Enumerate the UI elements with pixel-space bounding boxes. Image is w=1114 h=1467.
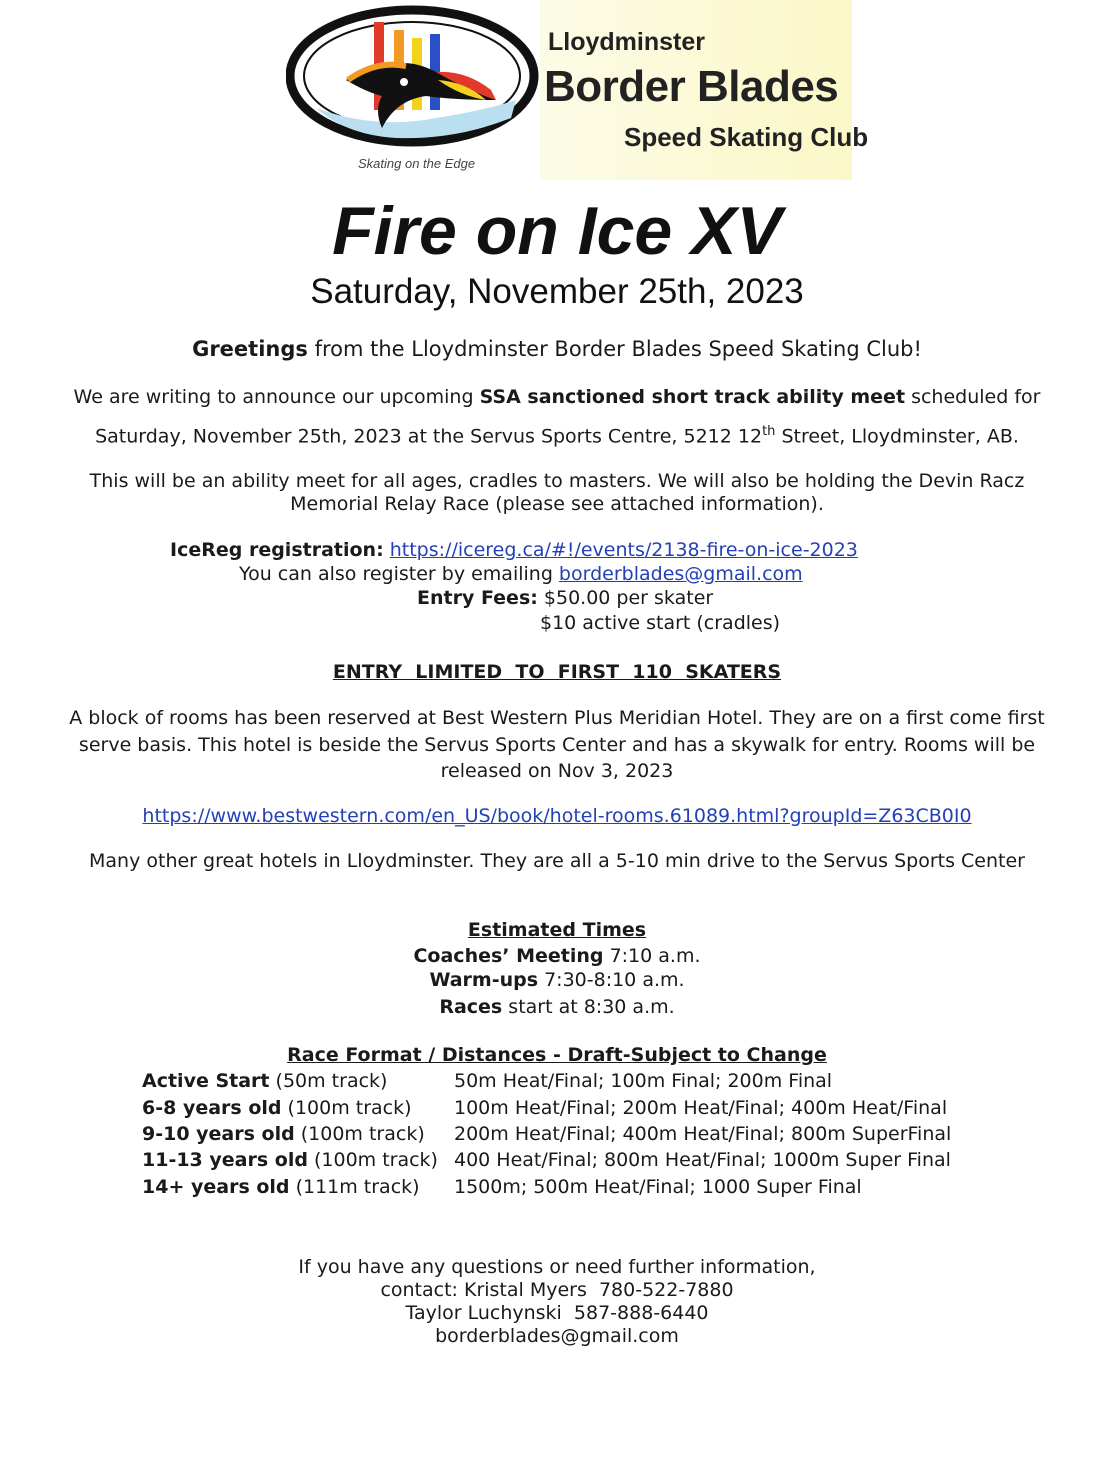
club-logo: [286, 0, 869, 182]
format-heading-row: [0, 1043, 1114, 1067]
logo-city: Lloydminster: [548, 28, 705, 56]
event-date: Saturday, November 25th, 2023: [310, 272, 804, 311]
format-track: (111m track): [289, 1176, 420, 1198]
greeting-bold: Greetings: [192, 337, 308, 361]
fee-skater: $50.00 per skater: [543, 587, 714, 609]
format-track: (50m track): [269, 1070, 388, 1092]
format-events: 400 Heat/Final; 800m Heat/Final; 1000m Super Final: [454, 1149, 951, 1171]
logo-name: Border Blades: [544, 62, 839, 111]
hotel-link-row: [0, 804, 1114, 828]
announcement: [0, 385, 1114, 409]
format-row: [142, 1148, 438, 1172]
format-row: [142, 1122, 425, 1146]
entry-limit: [0, 660, 1114, 684]
format-track: (100m track): [307, 1149, 438, 1171]
format-events: 50m Heat/Final; 100m Final; 200m Final: [454, 1070, 833, 1092]
contact-line1: If you have any questions or need further information,: [298, 1256, 816, 1278]
announce-text: We are writing to announce our upcoming: [73, 386, 480, 408]
ability-line2: Memorial Relay Race (please see attached information).: [290, 493, 824, 515]
fees-label: Entry Fees:: [417, 587, 538, 609]
entry-limit-text: ENTRY LIMITED TO FIRST 110 SKATERS: [332, 661, 782, 683]
hotel-line1: A block of rooms has been reserved at Best Western Plus Meridian Hotel. They are on a first come first: [69, 707, 1045, 729]
format-row: [142, 1096, 412, 1120]
format-group: 9-10 years old: [142, 1123, 295, 1145]
ability-line1: This will be an ability meet for all ages, cradles to masters. We will also be holding the Devin Racz: [89, 470, 1025, 492]
format-track: (100m track): [281, 1097, 412, 1119]
contact-email: borderblades@gmail.com: [435, 1325, 679, 1347]
time-coaches: [0, 944, 1114, 968]
logo-club: Speed Skating Club: [624, 122, 869, 152]
venue-text-end: Street, Lloydminster, AB.: [775, 425, 1019, 448]
registration-label: IceReg registration:: [170, 539, 384, 561]
registration-link[interactable]: https://icereg.ca/#!/events/2138-fire-on-ice-2023: [389, 539, 858, 561]
format-events: 200m Heat/Final; 400m Heat/Final; 800m SuperFinal: [454, 1123, 952, 1145]
time-value: start at 8:30 a.m.: [502, 996, 675, 1018]
format-row: [142, 1069, 387, 1093]
contact-line3: Taylor Luchynski 587-888-6440: [405, 1302, 709, 1324]
contact-line2: contact: Kristal Myers 780-522-7880: [380, 1279, 734, 1301]
time-races: [0, 995, 1114, 1019]
fee-cradles: $10 active start (cradles): [540, 612, 781, 634]
venue-text: Saturday, November 25th, 2023 at the Servus Sports Centre, 5212 12: [95, 425, 763, 448]
hotel-line2: serve basis. This hotel is beside the Servus Sports Center and has a skywalk for entry. Rooms will be: [78, 734, 1036, 756]
format-group: 6-8 years old: [142, 1097, 282, 1119]
venue-sup: th: [762, 424, 776, 439]
time-value: 7:30-8:10 a.m.: [538, 969, 685, 991]
format-events: 1500m; 500m Heat/Final; 1000 Super Final: [454, 1176, 862, 1198]
greeting: [0, 336, 1114, 362]
format-heading: Race Format / Distances - Draft-Subject to Change: [287, 1044, 827, 1066]
fees-line: [417, 586, 713, 610]
other-hotels: Many other great hotels in Lloydminster. They are all a 5-10 min drive to the Servus Sports Center: [89, 850, 1025, 872]
time-value: 7:10 a.m.: [603, 945, 701, 967]
email-line: [239, 562, 803, 586]
format-group: 14+ years old: [142, 1176, 290, 1198]
time-label: Races: [439, 996, 503, 1018]
format-group: Active Start: [142, 1070, 270, 1092]
format-group: 11-13 years old: [142, 1149, 308, 1171]
email-link[interactable]: borderblades@gmail.com: [558, 563, 803, 585]
time-label: Coaches’ Meeting: [413, 945, 604, 967]
format-row: [142, 1175, 420, 1199]
format-events: 100m Heat/Final; 200m Heat/Final; 400m Heat/Final: [454, 1097, 948, 1119]
registration-line: [170, 538, 858, 562]
announce-bold: SSA sanctioned short track ability meet: [479, 386, 906, 408]
announce-text-end: scheduled for: [905, 386, 1041, 408]
times-heading-row: [0, 918, 1114, 942]
logo-tagline: Skating on the Edge: [358, 156, 476, 171]
hotel-link[interactable]: https://www.bestwestern.com/en_US/book/hotel-rooms.61089.html?groupId=Z63CB0I0: [142, 805, 972, 827]
format-track: (100m track): [294, 1123, 425, 1145]
announcement-line2: [0, 420, 1114, 448]
times-heading: Estimated Times: [467, 919, 647, 941]
time-label: Warm-ups: [429, 969, 539, 991]
email-text: You can also register by emailing: [239, 563, 559, 585]
time-warmups: [0, 968, 1114, 992]
page-title: Fire on Ice XV: [332, 193, 782, 269]
greeting-text: from the Lloydminster Border Blades Speed Skating Club!: [307, 337, 922, 361]
hotel-line3: released on Nov 3, 2023: [440, 760, 674, 782]
